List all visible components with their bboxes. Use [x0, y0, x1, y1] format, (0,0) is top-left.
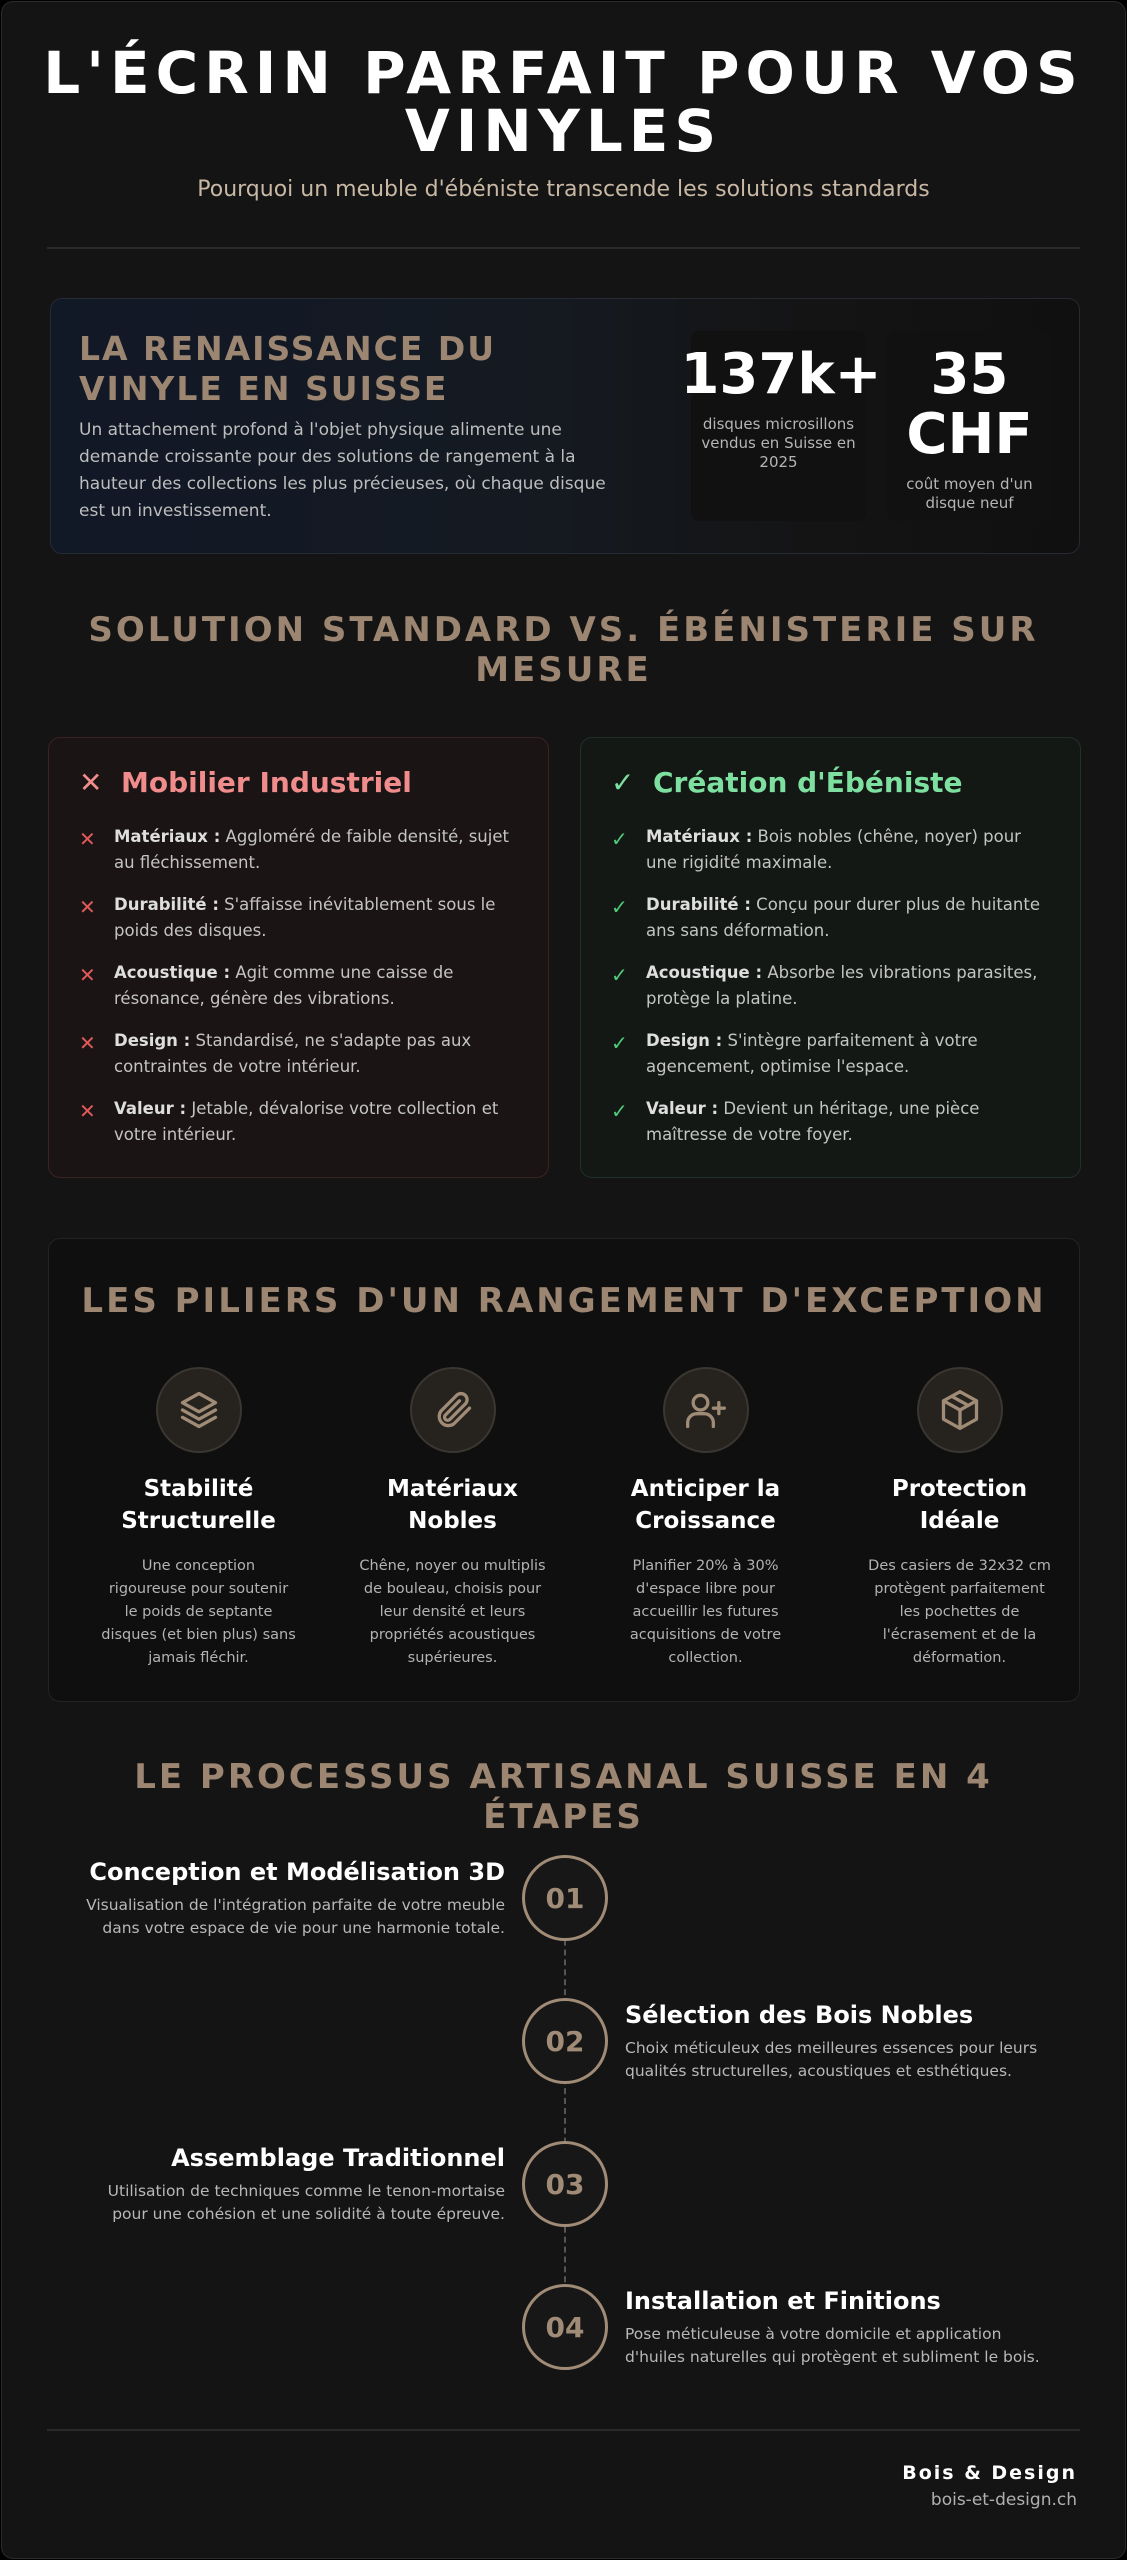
renaissance-text: Un attachement profond à l'objet physique alimente une demande croissante pour des solutions de rangement à la hauteur des collections les plus précieuses, où chaque disque est un investissement. [79, 420, 606, 521]
stat-value: 35 CHF [906, 342, 1033, 467]
check-icon: ✓ [611, 766, 635, 799]
item-label: Design : [114, 1031, 191, 1050]
divider [47, 2429, 1080, 2431]
step-text: Pose méticuleuse à votre domicile et application d'huiles naturelles qui protègent et subliment le bois. [625, 2325, 1040, 2366]
item-text: S'affaisse inévitablement sous le poids des disques. [114, 895, 496, 940]
check-icon: ✓ [611, 963, 628, 987]
list-item [79, 960, 524, 1028]
item-text: Jetable, dévalorise votre collection et votre intérieur. [114, 1099, 499, 1144]
step-title: Sélection des Bois Nobles [625, 2001, 974, 2029]
stat-label: coût moyen d'un disque neuf [906, 475, 1033, 512]
process-step [75, 1857, 505, 1940]
list-item [79, 1096, 524, 1164]
stat-value: 137k+ [680, 342, 882, 407]
comparison-heading-label: Création d'Ébéniste [653, 766, 963, 799]
item-label: Durabilité : [114, 895, 219, 914]
item-label: Durabilité : [646, 895, 751, 914]
item-text: Agit comme une caisse de résonance, génère des vibrations. [114, 963, 454, 1008]
comparison-list [611, 824, 1056, 1164]
comparison-heading [79, 766, 412, 799]
item-label: Matériaux : [114, 827, 221, 846]
process-title: LE PROCESSUS ARTISANAL SUISSE EN 4 ÉTAPES [134, 1757, 993, 1837]
close-icon: ✕ [79, 895, 96, 919]
pillar-title: Stabilité Structurelle [121, 1476, 276, 1534]
page-title: L'ÉCRIN PARFAIT POUR VOS VINYLES [43, 39, 1084, 165]
pillar-item [350, 1367, 555, 1670]
stat-card [680, 331, 882, 521]
step-text: Choix méticuleux des meilleures essences pour leurs qualités structurelles, acoustiques et esthétiques. [625, 2039, 1038, 2080]
divider [47, 247, 1080, 249]
step-number: 02 [522, 1998, 608, 2084]
step-text: Utilisation de techniques comme le tenon-mortaise pour une cohésion et une solidité à toute épreuve. [107, 2182, 505, 2223]
step-title: Assemblage Traditionnel [171, 2144, 505, 2172]
item-text: Absorbe les vibrations parasites, protège la platine. [646, 963, 1038, 1008]
item-text: Standardisé, ne s'adapte pas aux contraintes de votre intérieur. [114, 1031, 472, 1076]
footer-url[interactable]: bois-et-design.ch [930, 2490, 1077, 2510]
comparison-card-craftsman [580, 737, 1081, 1178]
list-item [611, 1096, 1056, 1164]
pillar-item [96, 1367, 301, 1670]
pillar-item [857, 1367, 1062, 1670]
comparison-heading-label: Mobilier Industriel [121, 766, 412, 799]
item-text: Bois nobles (chêne, noyer) pour une rigidité maximale. [646, 827, 1021, 872]
layers-icon [156, 1367, 242, 1453]
check-icon: ✓ [611, 895, 628, 919]
close-icon: ✕ [79, 766, 103, 799]
check-icon: ✓ [611, 1099, 628, 1123]
renaissance-card [50, 298, 1080, 554]
check-icon: ✓ [611, 827, 628, 851]
timeline-line [564, 1900, 566, 2312]
pillars-card [48, 1238, 1080, 1702]
item-text: S'intègre parfaitement à votre agencement, optimise l'espace. [646, 1031, 978, 1076]
pillar-item [603, 1367, 808, 1670]
list-item [611, 824, 1056, 892]
pillar-title: Matériaux Nobles [387, 1476, 518, 1534]
list-item [79, 892, 524, 960]
process-step [75, 2143, 505, 2226]
item-text: Conçu pour durer plus de huitante ans sans déformation. [646, 895, 1040, 940]
step-number: 04 [522, 2284, 608, 2370]
list-item [611, 960, 1056, 1028]
pillars-title: LES PILIERS D'UN RANGEMENT D'EXCEPTION [81, 1281, 1047, 1321]
step-text: Visualisation de l'intégration parfaite de votre meuble dans votre espace de vie pour une harmonie totale. [86, 1896, 505, 1937]
renaissance-title: LA RENAISSANCE DU VINYLE EN SUISSE [79, 329, 497, 408]
pillar-text: Planifier 20% à 30% d'espace libre pour accueillir les futures acquisitions de votre collection. [629, 1558, 782, 1666]
pillar-title: Anticiper la Croissance [630, 1476, 781, 1534]
pillar-text: Chêne, noyer ou multiplis de bouleau, choisis pour leur densité et leurs propriétés acoustiques supérieures. [359, 1558, 546, 1666]
paperclip-icon [410, 1367, 496, 1453]
box-icon [917, 1367, 1003, 1453]
footer-brand: Bois & Design [902, 2462, 1077, 2484]
comparison-list [79, 824, 524, 1164]
item-label: Valeur : [114, 1099, 187, 1118]
pillar-text: Des casiers de 32x32 cm protègent parfaitement les pochettes de l'écrasement et de la déformation. [868, 1558, 1051, 1666]
close-icon: ✕ [79, 827, 96, 851]
list-item [611, 892, 1056, 960]
page-subtitle: Pourquoi un meuble d'ébéniste transcende les solutions standards [197, 177, 930, 202]
item-text: Aggloméré de faible densité, sujet au fléchissement. [114, 827, 509, 872]
close-icon: ✕ [79, 1031, 96, 1055]
item-label: Acoustique : [646, 963, 763, 982]
step-title: Conception et Modélisation 3D [89, 1858, 505, 1886]
close-icon: ✕ [79, 963, 96, 987]
process-step [625, 2000, 1055, 2083]
step-title: Installation et Finitions [625, 2287, 941, 2315]
item-text: Devient un héritage, une pièce maîtresse de votre foyer. [646, 1099, 980, 1144]
list-item [79, 1028, 524, 1096]
process-step [625, 2286, 1055, 2369]
step-number: 03 [522, 2141, 608, 2227]
item-label: Matériaux : [646, 827, 753, 846]
close-icon: ✕ [79, 1099, 96, 1123]
user-plus-icon [663, 1367, 749, 1453]
comparison-heading [611, 766, 963, 799]
comparison-title: SOLUTION STANDARD VS. ÉBÉNISTERIE SUR MESURE [88, 610, 1039, 690]
comparison-card-industrial [48, 737, 549, 1178]
item-label: Valeur : [646, 1099, 719, 1118]
stat-card [887, 331, 1052, 521]
item-label: Design : [646, 1031, 723, 1050]
check-icon: ✓ [611, 1031, 628, 1055]
pillar-text: Une conception rigoureuse pour soutenir le poids de septante disques (et bien plus) sans jamais fléchir. [101, 1558, 296, 1666]
item-label: Acoustique : [114, 963, 231, 982]
list-item [611, 1028, 1056, 1096]
pillar-title: Protection Idéale [891, 1476, 1028, 1534]
step-number: 01 [522, 1855, 608, 1941]
list-item [79, 824, 524, 892]
infographic-page [1, 1, 1126, 2559]
stat-label: disques microsillons vendus en Suisse en 2025 [701, 415, 856, 471]
